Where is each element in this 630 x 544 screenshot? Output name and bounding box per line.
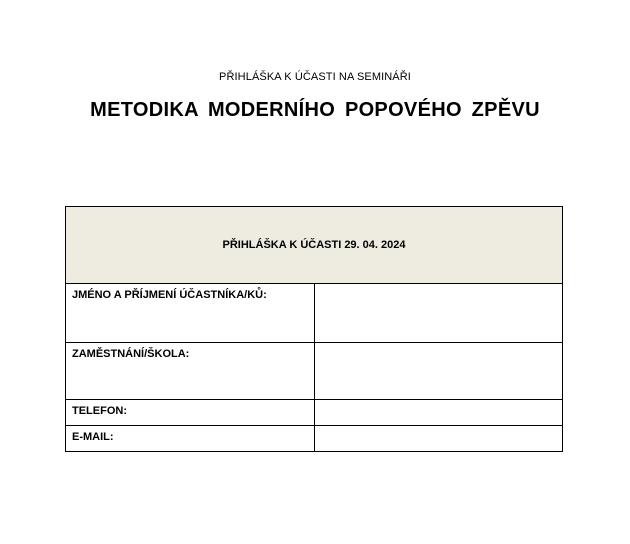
form-row-name: [66, 284, 563, 343]
form-row-email: [66, 426, 563, 452]
form-row-occupation: [66, 343, 563, 400]
occupation-field[interactable]: [314, 343, 563, 400]
phone-label: TELEFON:: [66, 400, 315, 426]
form-header: PŘIHLÁŠKA K ÚČASTI 29. 04. 2024: [66, 207, 563, 284]
form-row-phone: [66, 400, 563, 426]
registration-form-table: [65, 206, 563, 452]
email-field[interactable]: [314, 426, 563, 452]
document-subtitle: PŘIHLÁŠKA K ÚČASTI NA SEMINÁŘI: [219, 71, 411, 83]
email-label: E-MAIL:: [66, 426, 315, 452]
name-label: JMÉNO A PŘÍJMENÍ ÚČASTNÍKA/KŮ:: [66, 284, 315, 343]
occupation-label: ZAMĚSTNÁNÍ/ŠKOLA:: [66, 343, 315, 400]
name-field[interactable]: [314, 284, 563, 343]
form-header-row: [66, 207, 563, 284]
phone-field[interactable]: [314, 400, 563, 426]
document-title: METODIKA MODERNÍHO POPOVÉHO ZPĚVU: [90, 99, 540, 121]
